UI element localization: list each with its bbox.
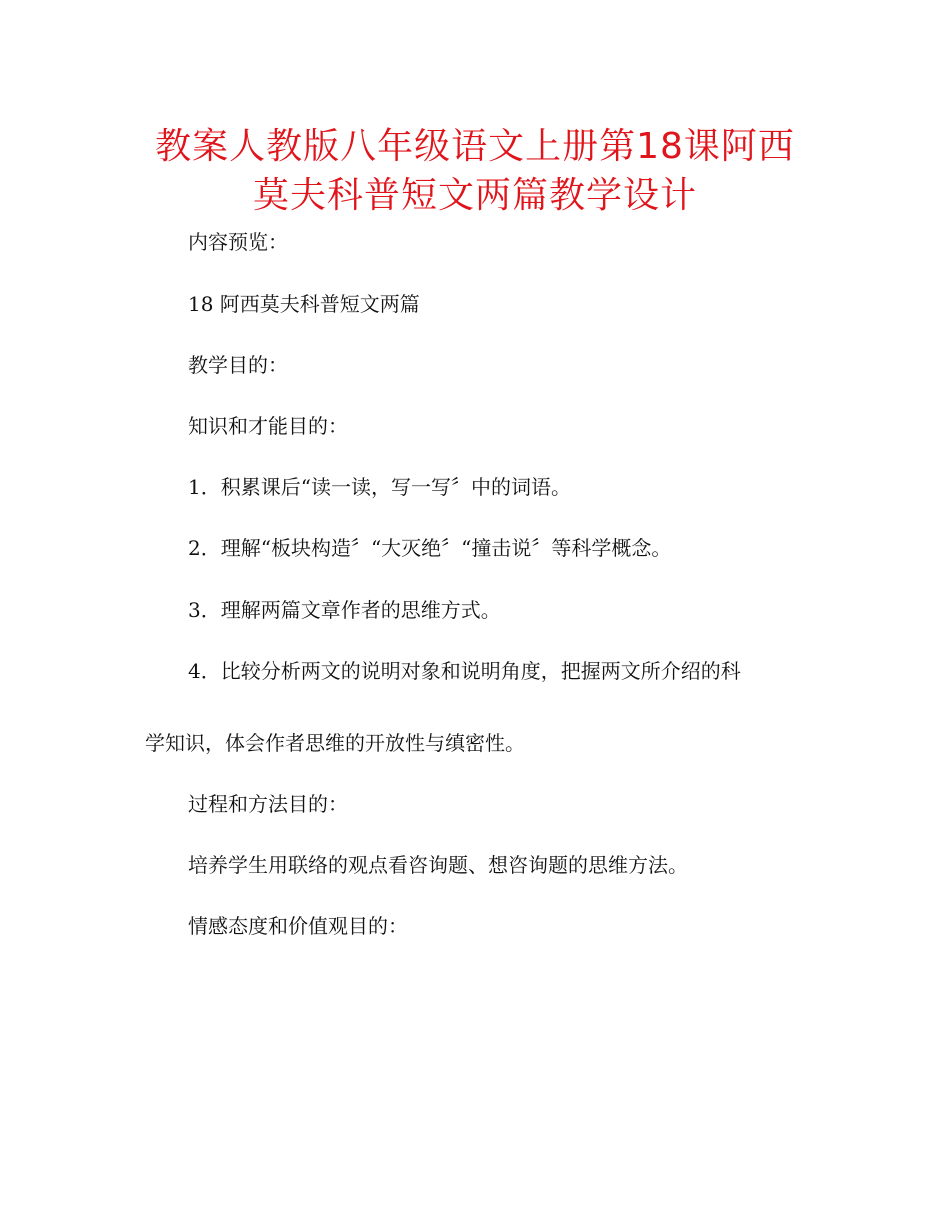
paragraph-process-goal: 培养学生用联络的观点看咨询题、想咨询题的思维方法。 [188, 853, 688, 877]
document-title-line-1: 教案人教版八年级语文上册第18课阿西 [155, 126, 795, 167]
paragraph-goal-1: 1．积累课后“读一读，写一写〞中的词语。 [188, 475, 571, 499]
paragraph-teaching-goals-label: 教学目的： [188, 353, 288, 377]
paragraph-goal-4-continued: 学知识，体会作者思维的开放性与缜密性。 [145, 731, 525, 755]
paragraph-goal-2: 2．理解“板块构造〞“大灭绝〞“撞击说〞等科学概念。 [188, 536, 672, 560]
document-title-line-2: 莫夫科普短文两篇教学设计 [252, 175, 697, 216]
paragraph-content-preview-label: 内容预览： [188, 230, 288, 254]
paragraph-process-goals-label: 过程和方法目的： [188, 792, 348, 816]
paragraph-goal-4: 4．比较分析两文的说明对象和说明角度，把握两文所介绍的科 [188, 659, 741, 683]
paragraph-goal-3: 3．理解两篇文章作者的思维方式。 [188, 598, 501, 622]
paragraph-lesson-heading: 18 阿西莫夫科普短文两篇 [188, 292, 420, 316]
paragraph-knowledge-goals-label: 知识和才能目的： [188, 414, 348, 438]
paragraph-emotion-goals-label: 情感态度和价值观目的： [188, 914, 408, 938]
